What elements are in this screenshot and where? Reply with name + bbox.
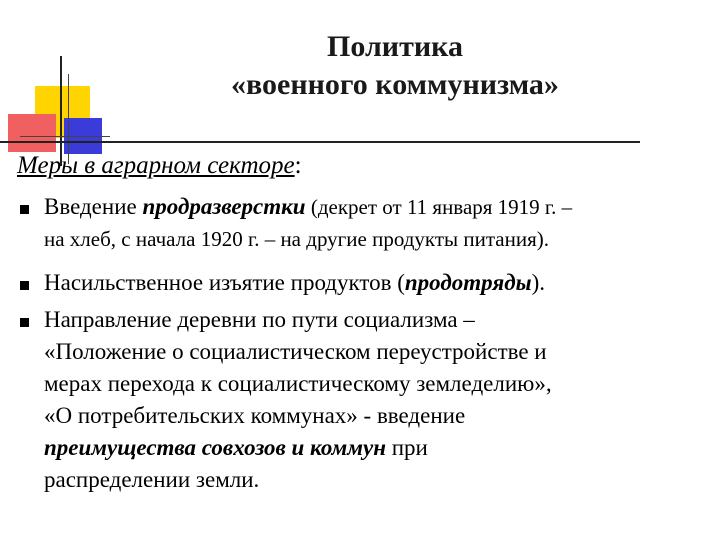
bullet1-line2: на хлеб, с начала 1920 г. – на другие продукты питания). bbox=[44, 227, 549, 251]
list-item bbox=[44, 304, 700, 496]
bullet2-text-a: Насильственное изъятие продуктов ( bbox=[44, 270, 405, 295]
bullet2-term: продотряды bbox=[404, 270, 532, 295]
section-heading-text: Меры в аграрном секторе bbox=[17, 152, 295, 179]
section-heading-colon: : bbox=[294, 152, 302, 179]
list-item bbox=[44, 267, 700, 299]
list-item bbox=[44, 191, 700, 255]
bullet3-line3: мерах перехода к социалистическому земледелию», bbox=[44, 371, 552, 396]
bullet-marker bbox=[20, 281, 29, 290]
bullet1-text-a: Введение bbox=[44, 194, 143, 219]
section-heading bbox=[17, 150, 302, 182]
title-line-1: Политика bbox=[327, 30, 463, 63]
bullet3-line2: «Положение о социалистическом переустройстве и bbox=[44, 339, 547, 364]
title-line-2: «военного коммунизма» bbox=[231, 68, 559, 101]
decor-horizontal-line-short bbox=[20, 136, 110, 137]
slide-title bbox=[180, 28, 610, 104]
bullet1-text-c: (декрет от 11 января 1919 г. – bbox=[305, 195, 573, 219]
bullet-marker bbox=[20, 205, 29, 214]
bullet3-line1: Направление деревни по пути социализма – bbox=[44, 307, 475, 332]
bullet3-line5-rest: при bbox=[385, 435, 428, 460]
bullet1-term: продразверстки bbox=[142, 194, 306, 219]
bullet-marker bbox=[20, 318, 29, 327]
bullet3-term: преимущества совхозов и коммун bbox=[44, 435, 386, 460]
bullet3-line4: «О потребительских коммунах» - введение bbox=[44, 403, 466, 428]
bullet2-text-c: ). bbox=[531, 270, 546, 295]
title-divider-line bbox=[0, 141, 640, 143]
decor-red-square bbox=[8, 114, 56, 152]
bullet3-line6: распределении земли. bbox=[44, 467, 260, 492]
